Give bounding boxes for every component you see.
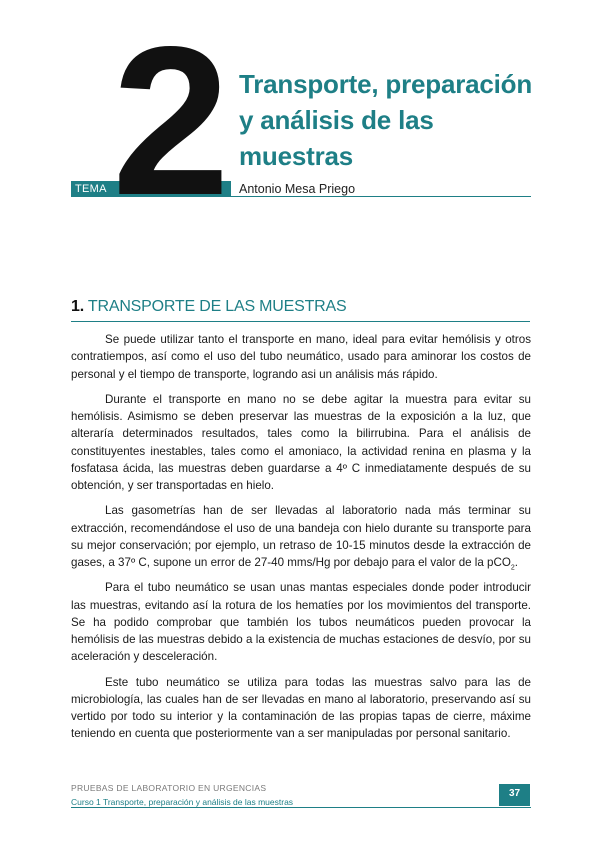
title-divider	[231, 196, 531, 197]
paragraph: Este tubo neumático se utiliza para todas las muestras salvo para las de microbiología, las cuales han de ser llevadas en mano al laboratorio, preservando así su vertido por todo su interior y la contaminación de las propias tapas de cierre, máxime teniendo en cuenta que posteriormente van a ser manipuladas por personal sanitario.	[71, 675, 531, 741]
footer-divider	[71, 807, 531, 808]
tema-label: TEMA	[75, 183, 107, 195]
subscript-2: 2	[510, 564, 515, 572]
paragraph-end: .	[514, 556, 519, 570]
paragraph: Durante el transporte en mano no se debe agitar la muestra para evitar su hemólisis. Asimismo se deben preservar las muestras de la exposición a la luz, que alteraría determinados resultados, tales como la bilirrubina. Para el análisis de constituyentes inestables, tales como el amoniaco, la actividad renina en plasma y la fosfatasa ácida, las muestras deben guardarse a 4º C inmediatamente después de su obtención, y ser transportadas en hielo.	[71, 392, 531, 493]
author-name: Antonio Mesa Priego	[239, 182, 356, 196]
chapter-title-line-3: muestras	[239, 141, 354, 171]
chapter-title	[239, 66, 559, 174]
section-heading	[71, 298, 346, 316]
paragraph: Se puede utilizar tanto el transporte en mano, ideal para evitar hemólisis y otros contratiempos, así como el uso del tubo neumático, usado para aminorar los costos de personal y el tiempo de transporte, logrando asi un análisis más rápido.	[71, 333, 531, 381]
paragraph-text: Las gasometrías han de ser llevadas al laboratorio nada más terminar su extracción, recomendándose el uso de una bandeja con hielo durante su transporte para su mejor conservación; por ejemplo, un retraso de 10-15 minutos desde la extracción de gases, a 37º C, supone un error de 27-40 mms/Hg por debajo para el valor de la pCO	[71, 504, 531, 570]
chapter-title-line-2: y análisis de las	[239, 105, 434, 135]
section-number: 1.	[71, 298, 84, 315]
footer-book-title: PRUEBAS DE LABORATORIO EN URGENCIAS	[71, 783, 267, 793]
body-text	[71, 331, 531, 751]
footer-course-title: Curso 1 Transporte, preparación y análisis de las muestras	[71, 797, 294, 807]
chapter-title-line-1: Transporte, preparación	[239, 69, 533, 99]
paragraph-gasometrias	[71, 502, 531, 571]
paragraph: Para el tubo neumático se usan unas mantas especiales donde poder introducir las muestras, evitando así la rotura de los hematíes por los movimientos del transporte. Se ha podido comprobar que también los tubos neumáticos pueden provocar la hemólisis de las muestras debido a la existencia de muchas estaciones de desvío, por su aceleración y desceleración.	[71, 581, 531, 664]
section-divider	[71, 321, 530, 322]
chapter-number: 2	[112, 2, 224, 239]
page-number: 37	[508, 788, 521, 799]
section-title: TRANSPORTE DE LAS MUESTRAS	[87, 298, 347, 315]
